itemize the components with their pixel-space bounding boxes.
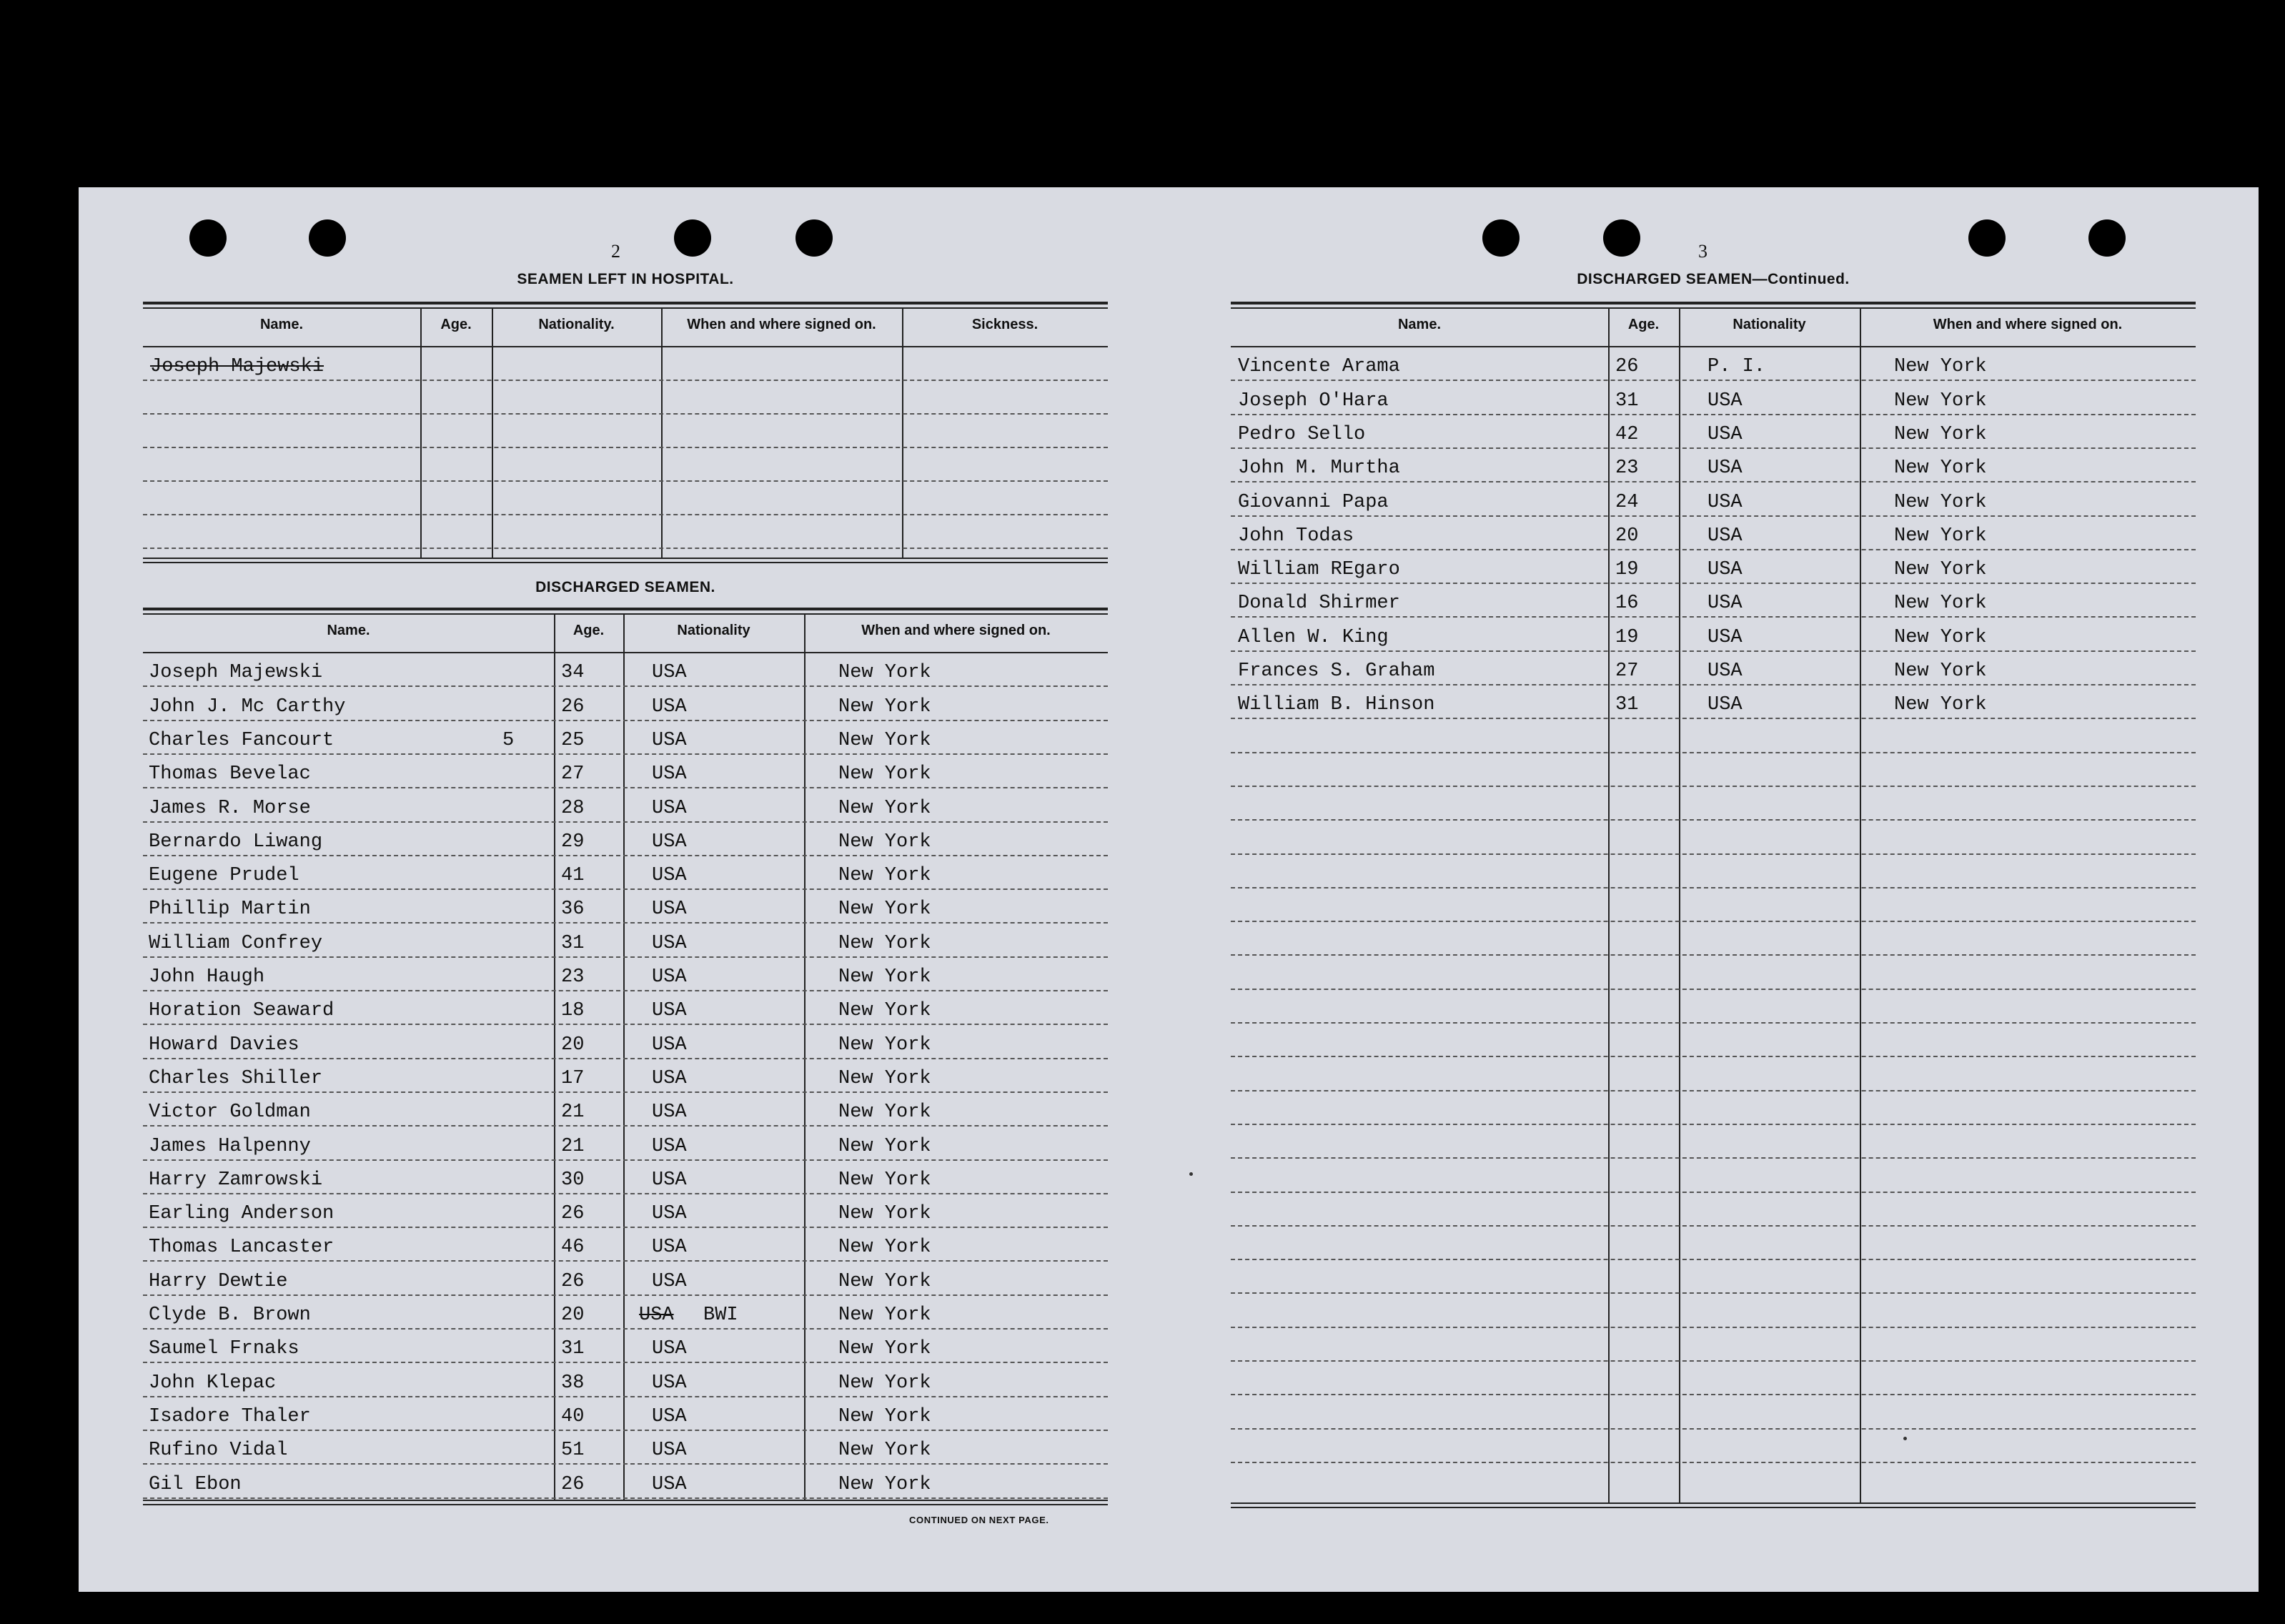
- cell-name: John Klepac: [149, 1372, 277, 1394]
- cell-age: 31: [1615, 694, 1639, 716]
- cell-name: Victor Goldman: [149, 1101, 311, 1124]
- bottom-rule-inner: [1231, 1507, 2196, 1508]
- row-rule: [143, 413, 1108, 415]
- row-rule: [1231, 1090, 2196, 1091]
- column-header: When and where signed on.: [687, 317, 876, 332]
- row-rule: [1231, 583, 2196, 584]
- column-divider: [1860, 307, 1861, 1502]
- cell-name: Donald Shirmer: [1238, 593, 1400, 615]
- cell-signed: New York: [838, 1034, 931, 1056]
- bottom-rule-inner: [143, 562, 1108, 563]
- cell-name: Vincente Arama: [1238, 356, 1400, 378]
- column-header: When and where signed on.: [861, 623, 1051, 638]
- header-rule: [143, 346, 1108, 347]
- row-rule: [1231, 718, 2196, 719]
- column-header: Name.: [327, 623, 370, 638]
- row-rule: [1231, 1394, 2196, 1395]
- cell-nationality: BWI: [703, 1304, 738, 1326]
- top-rule-inner: [1231, 307, 2196, 309]
- cell-signed: New York: [1894, 457, 1987, 480]
- column-header: Name.: [1397, 317, 1442, 332]
- bottom-rule: [143, 1500, 1108, 1501]
- cell-signed: New York: [838, 1405, 931, 1427]
- cell-nationality: USA: [652, 662, 687, 684]
- cell-note: 5: [502, 729, 515, 751]
- cell-name: James R. Morse: [149, 797, 311, 819]
- row-rule: [1231, 1327, 2196, 1328]
- cell-name: Horation Seaward: [149, 1000, 334, 1022]
- cell-age: 19: [1615, 626, 1639, 648]
- row-rule: [143, 380, 1108, 381]
- cell-nationality: USA: [652, 831, 687, 853]
- cell-age: 26: [561, 1270, 585, 1292]
- row-rule: [143, 956, 1108, 958]
- cell-age: 28: [561, 797, 585, 819]
- cell-nationality: USA: [652, 1440, 687, 1462]
- row-rule: [143, 1294, 1108, 1296]
- cell-signed: New York: [838, 662, 931, 684]
- cell-name: Isadore Thaler: [149, 1405, 311, 1427]
- cell-age: 42: [1615, 423, 1639, 445]
- cell-nationality: USA: [1707, 525, 1743, 547]
- row-rule: [143, 1328, 1108, 1330]
- cell-nationality: USA: [652, 966, 687, 988]
- cell-name: Saumel Frnaks: [149, 1338, 299, 1360]
- cell-name: Eugene Prudel: [149, 865, 299, 887]
- discharged-table: [143, 608, 1108, 1508]
- cell-signed: New York: [1894, 626, 1987, 648]
- cell-name: Gil Ebon: [149, 1473, 242, 1495]
- cell-nationality: USA: [1707, 593, 1743, 615]
- cell-name: Thomas Bevelac: [149, 763, 311, 786]
- row-rule: [1231, 752, 2196, 753]
- row-rule: [143, 685, 1108, 687]
- cell-signed: New York: [1894, 559, 1987, 581]
- row-rule: [1231, 380, 2196, 381]
- cell-signed: New York: [1894, 593, 1987, 615]
- top-rule-inner: [143, 307, 1108, 309]
- cell-age: 31: [561, 1338, 585, 1360]
- cell-signed: New York: [838, 1203, 931, 1225]
- cell-nationality: USA: [652, 1101, 687, 1124]
- cell-nationality-struck: USA: [639, 1304, 674, 1326]
- row-rule: [143, 1463, 1108, 1465]
- row-rule: [1231, 1462, 2196, 1463]
- row-rule: [1231, 989, 2196, 990]
- cell-nationality: USA: [1707, 457, 1743, 480]
- cell-age: 40: [561, 1405, 585, 1427]
- cell-name: Phillip Martin: [149, 898, 311, 921]
- cell-name: Thomas Lancaster: [149, 1237, 334, 1259]
- punch-hole: [2088, 219, 2126, 257]
- cell-signed: New York: [838, 1304, 931, 1326]
- cell-nationality: USA: [1707, 390, 1743, 412]
- continued-section-title: DISCHARGED SEAMEN—Continued.: [1577, 271, 1850, 287]
- column-header: Nationality: [1733, 317, 1806, 332]
- cell-name: John M. Murtha: [1238, 457, 1400, 480]
- cell-signed: New York: [838, 865, 931, 887]
- punch-hole: [1603, 219, 1640, 257]
- row-rule: [1231, 650, 2196, 652]
- bottom-rule-inner: [143, 1504, 1108, 1505]
- cell-nationality: USA: [652, 1067, 687, 1089]
- cell-signed: New York: [1894, 390, 1987, 412]
- row-rule: [1231, 954, 2196, 956]
- cell-age: 38: [561, 1372, 585, 1394]
- cell-age: 26: [561, 695, 585, 718]
- cell-nationality: USA: [652, 1135, 687, 1157]
- bottom-rule: [143, 558, 1108, 559]
- cell-name: Rufino Vidal: [149, 1440, 288, 1462]
- cell-age: 20: [1615, 525, 1639, 547]
- cell-age: 51: [561, 1440, 585, 1462]
- row-rule: [143, 720, 1108, 721]
- hospital-table: [143, 302, 1108, 568]
- row-rule: [143, 990, 1108, 991]
- row-rule: [1231, 1225, 2196, 1227]
- cell-age: 27: [1615, 660, 1639, 682]
- cell-name: Charles Fancourt: [149, 729, 334, 751]
- cell-name: Pedro Sello: [1238, 423, 1366, 445]
- row-rule: [1231, 549, 2196, 550]
- cell-signed: New York: [838, 932, 931, 954]
- cell-name: William Confrey: [149, 932, 323, 954]
- cell-name: Bernardo Liwang: [149, 831, 323, 853]
- header-rule: [1231, 346, 2196, 347]
- row-rule: [143, 1159, 1108, 1161]
- row-rule: [143, 1430, 1108, 1431]
- cell-nationality: USA: [1707, 423, 1743, 445]
- row-rule: [143, 888, 1108, 890]
- row-rule: [143, 1193, 1108, 1194]
- cell-nationality: P. I.: [1707, 356, 1766, 378]
- cell-nationality: USA: [652, 797, 687, 819]
- cell-signed: New York: [838, 1473, 931, 1495]
- cell-signed: New York: [838, 1101, 931, 1124]
- cell-nationality: USA: [652, 1000, 687, 1022]
- cell-nationality: USA: [652, 1338, 687, 1360]
- cell-nationality: USA: [652, 1237, 687, 1259]
- column-divider: [1679, 307, 1680, 1502]
- cell-name: Howard Davies: [149, 1034, 299, 1056]
- row-rule: [1231, 684, 2196, 685]
- cell-name: John Todas: [1238, 525, 1354, 547]
- cell-signed: New York: [838, 1270, 931, 1292]
- cell-age: 29: [561, 831, 585, 853]
- row-rule: [143, 1091, 1108, 1093]
- cell-age: 17: [561, 1067, 585, 1089]
- cell-signed: New York: [1894, 694, 1987, 716]
- column-header: When and where signed on.: [1933, 317, 2123, 332]
- cell-age: 31: [561, 932, 585, 954]
- cell-name: Allen W. King: [1238, 626, 1389, 648]
- row-rule: [143, 1227, 1108, 1228]
- cell-age: 26: [1615, 356, 1639, 378]
- cell-name: Joseph Majewski: [149, 662, 323, 684]
- cell-age: 26: [561, 1203, 585, 1225]
- row-rule: [1231, 447, 2196, 449]
- punch-hole: [309, 219, 346, 257]
- cell-name: Harry Dewtie: [149, 1270, 288, 1292]
- cell-nationality: USA: [652, 1405, 687, 1427]
- column-divider: [804, 613, 806, 1500]
- row-rule: [1231, 1428, 2196, 1430]
- row-rule: [1231, 887, 2196, 888]
- cell-signed: New York: [1894, 525, 1987, 547]
- row-rule: [143, 514, 1108, 515]
- cell-signed: New York: [838, 1000, 931, 1022]
- cell-age: 25: [561, 729, 585, 751]
- cell-age: 16: [1615, 593, 1639, 615]
- row-rule: [1231, 1157, 2196, 1159]
- column-divider: [902, 307, 903, 558]
- column-header: Age.: [1627, 317, 1660, 332]
- cell-nationality: USA: [652, 865, 687, 887]
- cell-nationality: USA: [652, 763, 687, 786]
- row-rule: [143, 1058, 1108, 1059]
- cell-age: 20: [561, 1304, 585, 1326]
- cell-name: Giovanni Papa: [1238, 491, 1389, 513]
- row-rule: [1231, 853, 2196, 855]
- cell-age: 19: [1615, 559, 1639, 581]
- cell-name: Clyde B. Brown: [149, 1304, 311, 1326]
- cell-signed: New York: [838, 1372, 931, 1394]
- column-divider: [420, 307, 422, 558]
- cell-nationality: USA: [1707, 694, 1743, 716]
- column-header: Nationality.: [538, 317, 615, 332]
- column-header: Sickness.: [971, 317, 1039, 332]
- top-rule: [143, 608, 1108, 610]
- top-rule: [1231, 302, 2196, 304]
- top-rule: [143, 302, 1108, 304]
- cell-age: 24: [1615, 491, 1639, 513]
- cell-signed: New York: [1894, 660, 1987, 682]
- punch-hole: [674, 219, 711, 257]
- cell-signed: New York: [838, 1338, 931, 1360]
- row-rule: [143, 787, 1108, 788]
- row-rule: [143, 1260, 1108, 1262]
- cell-signed: New York: [838, 966, 931, 988]
- cell-age: 21: [561, 1135, 585, 1157]
- cell-signed: New York: [838, 797, 931, 819]
- cell-nationality: USA: [1707, 559, 1743, 581]
- row-rule: [1231, 414, 2196, 415]
- cell-nationality: USA: [652, 1473, 687, 1495]
- cell-name: Harry Zamrowski: [149, 1169, 323, 1191]
- row-rule: [143, 821, 1108, 823]
- cell-signed: New York: [1894, 356, 1987, 378]
- cell-nationality: USA: [652, 1169, 687, 1191]
- cell-signed: New York: [838, 695, 931, 718]
- row-rule: [1231, 1192, 2196, 1193]
- column-divider: [554, 613, 555, 1500]
- cell-nationality: USA: [1707, 626, 1743, 648]
- manifest-sheet: [79, 187, 2259, 1592]
- cell-nationality: USA: [652, 695, 687, 718]
- cell-name: William REgaro: [1238, 559, 1400, 581]
- cell-nationality: USA: [652, 898, 687, 921]
- row-rule: [143, 1024, 1108, 1025]
- row-rule: [1231, 921, 2196, 922]
- cell-nationality: USA: [652, 932, 687, 954]
- row-rule: [1231, 1360, 2196, 1362]
- column-header: Nationality: [677, 623, 750, 638]
- discharged-section-title: DISCHARGED SEAMEN.: [535, 579, 715, 595]
- cell-signed: New York: [838, 729, 931, 751]
- cell-name: John J. Mc Carthy: [149, 695, 346, 718]
- cell-age: 46: [561, 1237, 585, 1259]
- bottom-rule: [1231, 1502, 2196, 1504]
- cell-age: 27: [561, 763, 585, 786]
- row-rule: [1231, 1124, 2196, 1125]
- row-rule: [1231, 1259, 2196, 1260]
- cell-age: 30: [561, 1169, 585, 1191]
- row-rule: [143, 922, 1108, 924]
- row-rule: [143, 1396, 1108, 1397]
- cell-nationality: USA: [652, 1203, 687, 1225]
- left-page-number: 2: [611, 241, 620, 262]
- cell-signed: New York: [838, 898, 931, 921]
- cell-name: Frances S. Graham: [1238, 660, 1435, 682]
- column-header: Age.: [440, 317, 472, 332]
- cell-name: Joseph Majewski: [150, 356, 324, 377]
- cell-signed: New York: [838, 1135, 931, 1157]
- row-rule: [1231, 819, 2196, 821]
- cell-age: 21: [561, 1101, 585, 1124]
- cell-age: 23: [561, 966, 585, 988]
- column-divider: [492, 307, 493, 558]
- cell-signed: New York: [838, 1440, 931, 1462]
- cell-name: James Halpenny: [149, 1135, 311, 1157]
- cell-nationality: USA: [652, 1270, 687, 1292]
- column-divider: [1608, 307, 1610, 1502]
- cell-age: 23: [1615, 457, 1639, 480]
- row-rule: [143, 1362, 1108, 1363]
- cell-name: Joseph O'Hara: [1238, 390, 1389, 412]
- cell-nationality: USA: [1707, 491, 1743, 513]
- ink-speck: [1903, 1437, 1907, 1440]
- cell-signed: New York: [838, 1067, 931, 1089]
- cell-name: Charles Shiller: [149, 1067, 323, 1089]
- row-rule: [1231, 616, 2196, 618]
- row-rule: [1231, 1022, 2196, 1024]
- punch-hole: [795, 219, 833, 257]
- column-header: Name.: [259, 317, 304, 332]
- punch-hole: [1482, 219, 1520, 257]
- column-divider: [661, 307, 663, 558]
- cell-signed: New York: [838, 1237, 931, 1259]
- row-rule: [143, 1125, 1108, 1127]
- cell-nationality: USA: [652, 1372, 687, 1394]
- cell-age: 34: [561, 662, 585, 684]
- row-rule: [143, 855, 1108, 856]
- ink-speck: [1189, 1172, 1193, 1176]
- column-header: Age.: [573, 623, 605, 638]
- right-page-number: 3: [1698, 241, 1707, 262]
- cell-name: Earling Anderson: [149, 1203, 334, 1225]
- row-rule: [1231, 1292, 2196, 1294]
- continued-footer: CONTINUED ON NEXT PAGE.: [909, 1515, 1049, 1525]
- cell-nationality: USA: [652, 1034, 687, 1056]
- punch-hole: [1968, 219, 2006, 257]
- row-rule: [143, 480, 1108, 482]
- cell-signed: New York: [1894, 491, 1987, 513]
- cell-signed: New York: [838, 831, 931, 853]
- cell-age: 18: [561, 1000, 585, 1022]
- row-rule: [143, 447, 1108, 448]
- column-divider: [623, 613, 625, 1500]
- cell-nationality: USA: [652, 729, 687, 751]
- cell-nationality: USA: [1707, 660, 1743, 682]
- cell-age: 41: [561, 865, 585, 887]
- hospital-section-title: SEAMEN LEFT IN HOSPITAL.: [517, 271, 734, 287]
- row-rule: [143, 1497, 1108, 1499]
- cell-name: John Haugh: [149, 966, 265, 988]
- cell-name: William B. Hinson: [1238, 694, 1435, 716]
- row-rule: [143, 548, 1108, 549]
- row-rule: [1231, 481, 2196, 482]
- top-rule-inner: [143, 613, 1108, 615]
- punch-hole: [189, 219, 227, 257]
- row-rule: [1231, 515, 2196, 517]
- cell-age: 36: [561, 898, 585, 921]
- cell-signed: New York: [1894, 423, 1987, 445]
- cell-signed: New York: [838, 763, 931, 786]
- cell-age: 26: [561, 1473, 585, 1495]
- header-rule: [143, 652, 1108, 653]
- cell-age: 20: [561, 1034, 585, 1056]
- row-rule: [1231, 786, 2196, 787]
- row-rule: [1231, 1056, 2196, 1057]
- cell-age: 31: [1615, 390, 1639, 412]
- row-rule: [143, 753, 1108, 755]
- cell-signed: New York: [838, 1169, 931, 1191]
- continued-table: [1231, 302, 2196, 1510]
